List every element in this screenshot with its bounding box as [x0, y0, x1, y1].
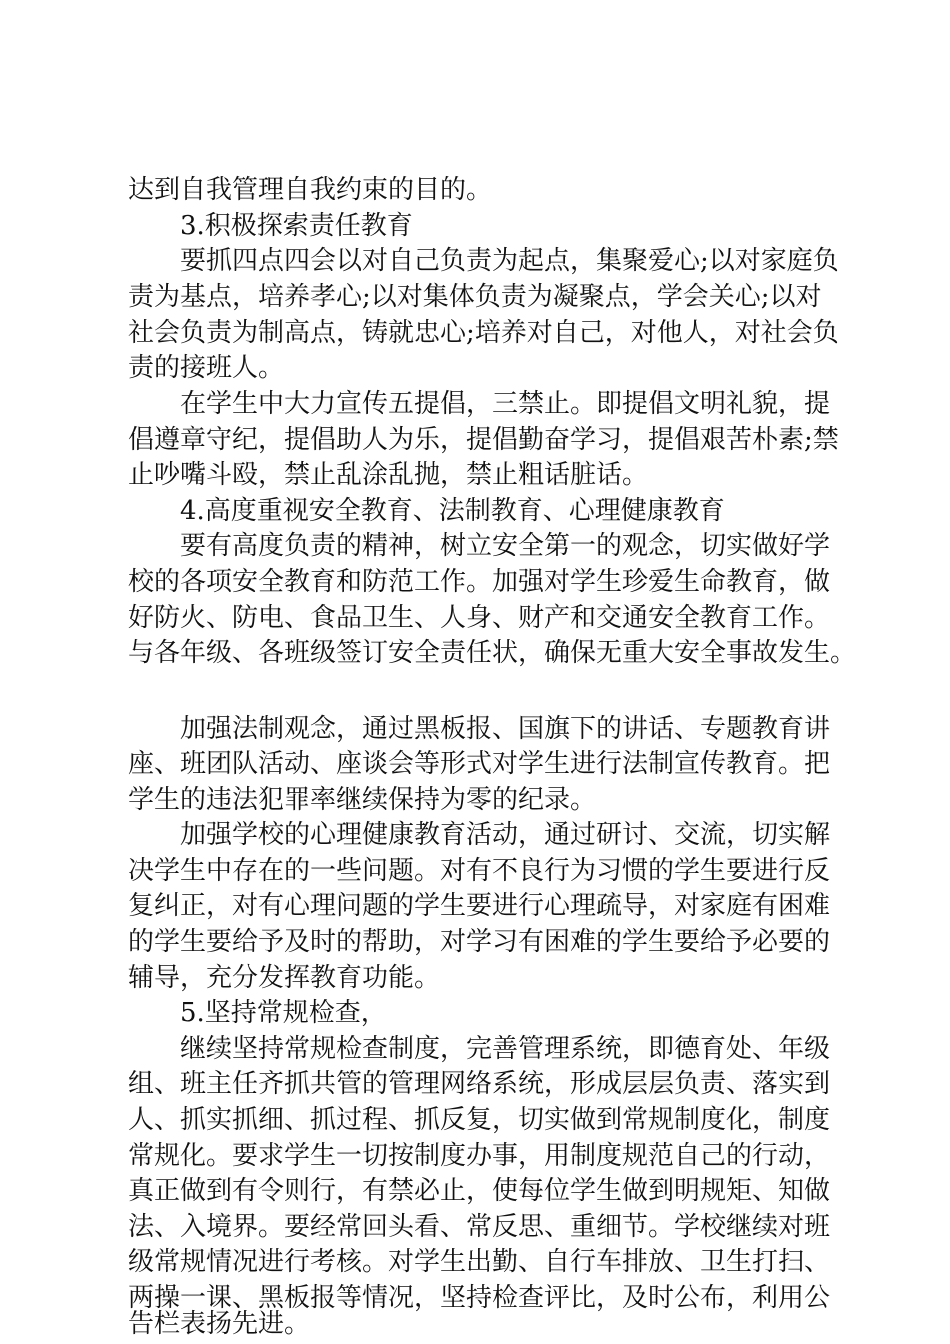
text-line: 人、抓实抓细、抓过程、抓反复，切实做到常规制度化，制度 — [128, 1105, 831, 1135]
text-line: 加强学校的心理健康教育活动，通过研讨、交流，切实解 — [128, 820, 831, 850]
text-line: 要抓四点四会以对自己负责为起点，集聚爱心;以对家庭负 — [128, 246, 839, 276]
text-line: 加强法制观念，通过黑板报、国旗下的讲话、专题教育讲 — [128, 714, 831, 744]
text-line: 达到自我管理自我约束的目的。 — [128, 175, 493, 205]
section-heading: 3.积极探索责任教育 — [128, 211, 413, 241]
text-line: 继续坚持常规检查制度，完善管理系统，即德育处、年级 — [128, 1034, 831, 1064]
text-line: 真正做到有令则行，有禁必止，使每位学生做到明规矩、知做 — [128, 1176, 831, 1206]
text-line: 要有高度负责的精神，树立安全第一的观念，切实做好学 — [128, 531, 831, 561]
text-line: 决学生中存在的一些问题。对有不良行为习惯的学生要进行反 — [128, 856, 831, 886]
section-heading: 4.高度重视安全教育、法制教育、心理健康教育 — [128, 496, 725, 526]
text-line: 倡遵章守纪，提倡助人为乐，提倡勤奋学习，提倡艰苦朴素;禁 — [128, 425, 839, 455]
text-line: 责为基点，培养孝心;以对集体负责为凝聚点，学会关心;以对 — [128, 282, 822, 312]
text-line: 辅导，充分发挥教育功能。 — [128, 963, 441, 993]
text-line: 责的接班人。 — [128, 353, 285, 383]
text-line: 好防火、防电、食品卫生、人身、财产和交通安全教育工作。 — [128, 603, 831, 633]
text-line: 校的各项安全教育和防范工作。加强对学生珍爱生命教育，做 — [128, 567, 831, 597]
text-line: 社会负责为制高点，铸就忠心;培养对自己，对他人，对社会负 — [128, 318, 839, 348]
text-line: 学生的违法犯罪率继续保持为零的纪录。 — [128, 785, 597, 815]
text-line: 法、入境界。要经常回头看、常反思、重细节。学校继续对班 — [128, 1212, 831, 1242]
text-line: 两操一课、黑板报等情况，坚持检查评比，及时公布，利用公 — [128, 1283, 831, 1313]
text-line: 级常规情况进行考核。对学生出勤、自行车排放、卫生打扫、 — [128, 1247, 831, 1277]
text-line: 常规化。要求学生一切按制度办事，用制度规范自己的行动， — [128, 1141, 831, 1171]
text-line: 在学生中大力宣传五提倡，三禁止。即提倡文明礼貌，提 — [128, 389, 831, 419]
text-line: 的学生要给予及时的帮助，对学习有困难的学生要给予必要的 — [128, 927, 831, 957]
text-line: 座、班团队活动、座谈会等形式对学生进行法制宣传教育。把 — [128, 749, 831, 779]
text-line: 复纠正，对有心理问题的学生要进行心理疏导，对家庭有困难 — [128, 891, 831, 921]
text-line: 止吵嘴斗殴，禁止乱涂乱抛，禁止粗话脏话。 — [128, 460, 649, 490]
text-line: 告栏表扬先进。 — [128, 1309, 311, 1339]
text-line: 与各年级、各班级签订安全责任状，确保无重大安全事故发生。 — [128, 638, 857, 668]
text-line: 组、班主任齐抓共管的管理网络系统，形成层层负责、落实到 — [128, 1069, 831, 1099]
section-heading: 5.坚持常规检查， — [128, 998, 387, 1028]
